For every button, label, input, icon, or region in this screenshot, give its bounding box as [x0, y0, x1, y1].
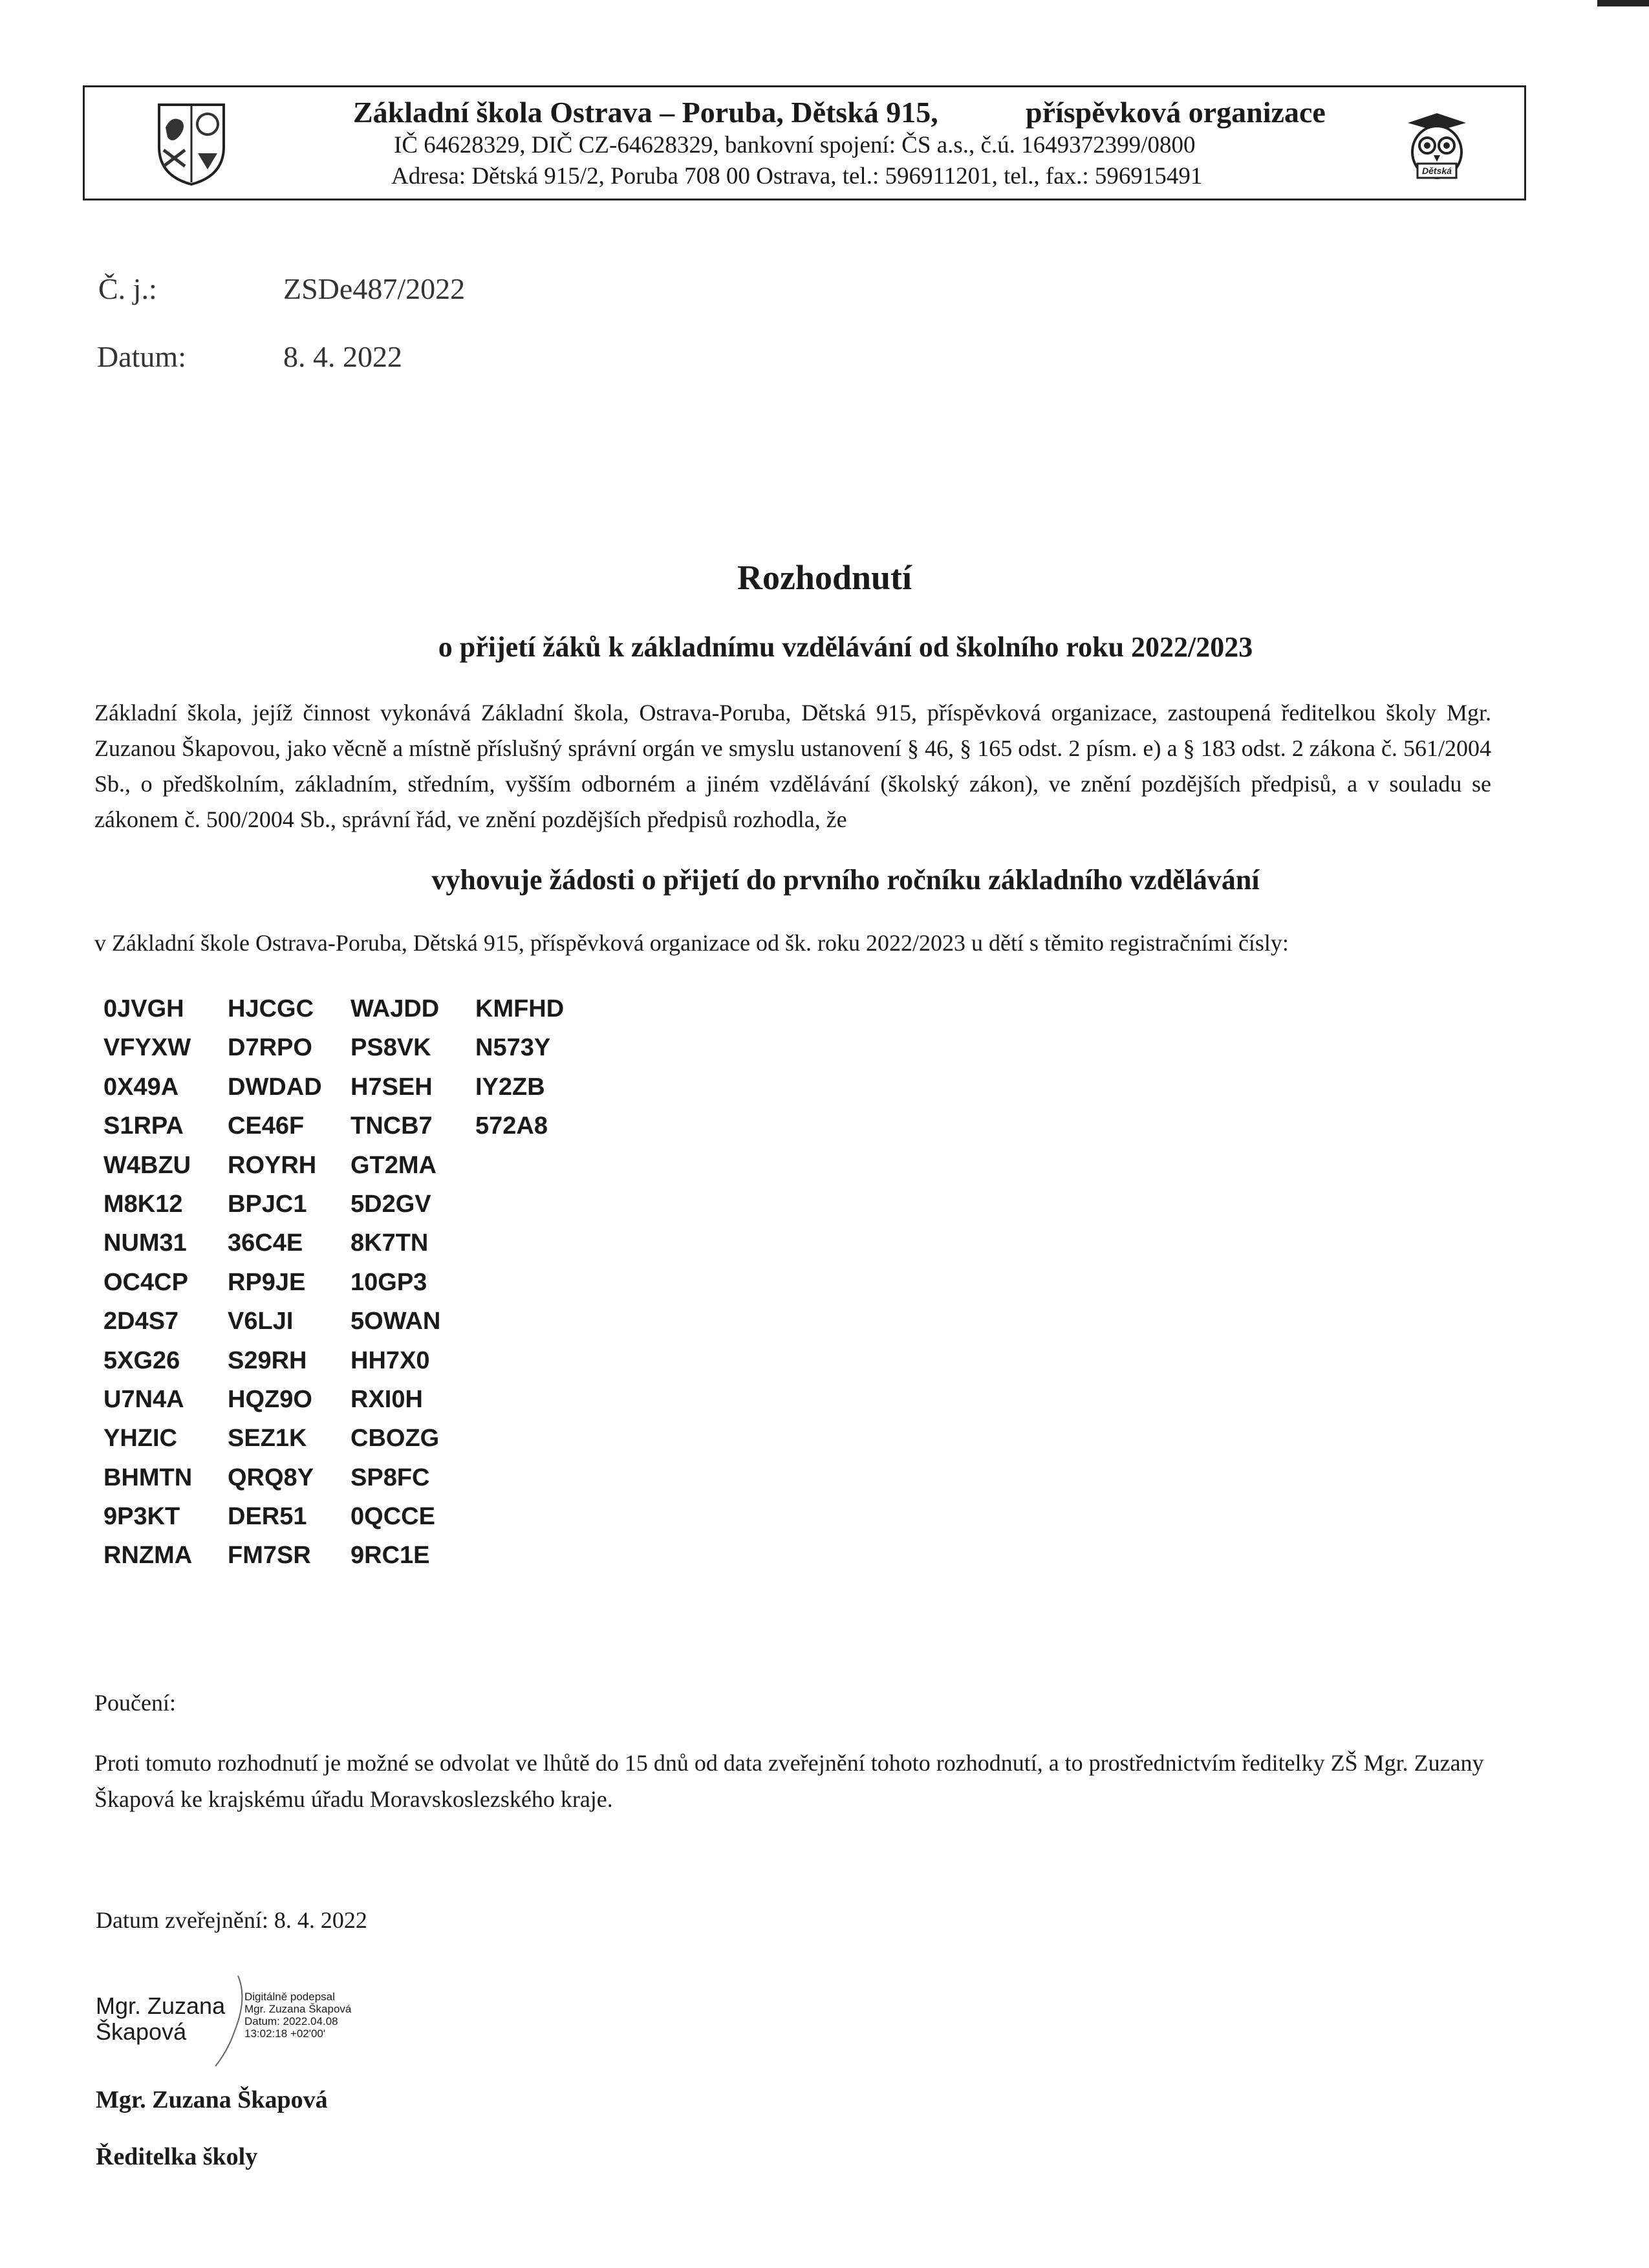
registration-code: VFYXW [103, 1034, 191, 1062]
school-line: v Základní škole Ostrava-Poruba, Dětská 915, příspěvková organizace od šk. roku 2022/2023 u dětí s těmito registračními čísly: [94, 930, 1289, 956]
registration-code: S1RPA [103, 1112, 184, 1140]
signature-detail-signer: Mgr. Zuzana Škapová [244, 2003, 352, 2015]
registration-code: PS8VK [350, 1034, 431, 1062]
codes-column-3 [350, 989, 440, 1575]
registration-code: GT2MA [350, 1151, 436, 1179]
logo-text: Dětská [1422, 166, 1452, 176]
registration-code: HJCGC [228, 995, 314, 1022]
registration-code: 9P3KT [103, 1503, 180, 1531]
signature-name [96, 1993, 225, 2045]
registration-code: 9RC1E [350, 1542, 430, 1570]
registration-code: DER51 [228, 1503, 307, 1531]
registration-code: YHZIC [103, 1425, 177, 1453]
registration-code: QRQ8Y [228, 1463, 314, 1491]
registration-code: OC4CP [103, 1268, 188, 1296]
registration-code: FM7SR [228, 1542, 311, 1570]
registration-code: NUM31 [103, 1229, 187, 1257]
letterhead [83, 85, 1526, 200]
registration-code: 0QCCE [350, 1503, 435, 1531]
registration-code: W4BZU [103, 1151, 191, 1179]
registration-code: ROYRH [228, 1151, 317, 1179]
signature-name-line2: Škapová [96, 2018, 187, 2045]
registration-code: BHMTN [103, 1463, 193, 1491]
registration-code: 5XG26 [103, 1346, 180, 1374]
registration-code: 5OWAN [350, 1308, 441, 1335]
registration-code: 2D4S7 [103, 1308, 179, 1335]
registration-code: RXI0H [350, 1385, 423, 1413]
registration-code: CE46F [228, 1112, 305, 1140]
school-ids: IČ 64628329, DIČ CZ-64628329, bankovní spojení: ČS a.s., č.ú. 1649372399/0800 [394, 132, 1196, 158]
registration-code: HH7X0 [350, 1346, 430, 1374]
document-title: Rozhodnutí [737, 558, 912, 597]
registration-code: D7RPO [228, 1034, 312, 1062]
signature-name-line1: Mgr. Zuzana [96, 1993, 226, 2019]
registration-code: WAJDD [350, 995, 440, 1022]
appeal-instruction: Proti tomuto rozhodnutí je možné se odvolat ve lhůtě do 15 dnů od data zveřejnění tohoto rozhodnutí, a to prostřednictvím ředitelky ZŠ Mgr. Zuzany Škapová ke krajskému úřadu Moravskoslezského kraje. [94, 1750, 1484, 1812]
organization-type: příspěvková organizace [1026, 96, 1326, 129]
registration-code: KMFHD [475, 995, 565, 1022]
school-address: Adresa: Dětská 915/2, Poruba 708 00 Ostrava, tel.: 596911201, tel., fax.: 596915491 [391, 163, 1203, 189]
instruction-label: Poučení: [94, 1690, 176, 1716]
document-subtitle: o přijetí žáků k základnímu vzdělávání od školního roku 2022/2023 [438, 631, 1253, 663]
registration-code: SP8FC [350, 1463, 430, 1491]
registration-code: TNCB7 [350, 1112, 433, 1140]
reference-number-value: ZSDe487/2022 [283, 272, 466, 305]
ostrava-crest-icon [156, 102, 227, 186]
registration-code: M8K12 [103, 1190, 183, 1218]
reference-number-label: Č. j.: [98, 272, 157, 305]
signer-name: Mgr. Zuzana Škapová [96, 2086, 328, 2113]
registration-code: 0X49A [103, 1073, 179, 1101]
signature-detail-time: 13:02:18 +02'00' [244, 2027, 326, 2040]
registration-code: S29RH [228, 1346, 307, 1374]
publication-date: Datum zveřejnění: 8. 4. 2022 [96, 1907, 367, 1933]
registration-code: BPJC1 [228, 1190, 307, 1218]
registration-code: CBOZG [350, 1425, 440, 1453]
registration-code: 0JVGH [103, 995, 184, 1022]
owl-logo-icon [1395, 107, 1479, 191]
codes-column-2 [228, 989, 322, 1575]
decision-paragraph: Základní škola, jejíž činnost vykonává Základní škola, Ostrava-Poruba, Dětská 915, příspěvková organizace, zastoupená ředitelkou školy Mgr. Zuzanou Škapovou, jako věcně a místně příslušný správní orgán ve smyslu ustanovení § 46, § 165 odst. 2 písm. e) a § 183 odst. 2 zákona č. 561/2004 Sb., o předškolním, základním, středním, vyšším odborném a jiném vzdělávání (školský zákon), ve znění pozdějších předpisů, a v souladu se zákonem č. 500/2004 Sb., správní řád, ve znění pozdějších předpisů rozhodla, že [94, 700, 1491, 832]
codes-column-4 [475, 989, 564, 1146]
registration-code: 572A8 [475, 1112, 548, 1140]
digital-signature [96, 1972, 393, 2050]
registration-code: RNZMA [103, 1542, 193, 1570]
registration-code: 36C4E [228, 1229, 303, 1257]
codes-column-1 [103, 989, 192, 1575]
date-label: Datum: [97, 340, 186, 373]
registration-code: N573Y [475, 1034, 551, 1062]
registration-code: SEZ1K [228, 1425, 307, 1453]
signer-role: Ředitelka školy [96, 2143, 258, 2170]
signature-detail-date: Datum: 2022.04.08 [244, 2015, 338, 2027]
scan-edge-mark [1597, 0, 1649, 6]
school-name: Základní škola Ostrava – Poruba, Dětská 915, [353, 96, 938, 129]
grant-statement: vyhovuje žádosti o přijetí do prvního ročníku základního vzdělávání [431, 864, 1260, 896]
registration-code: IY2ZB [475, 1073, 545, 1101]
registration-code: 10GP3 [350, 1268, 427, 1296]
registration-code: 8K7TN [350, 1229, 429, 1257]
registration-code: DWDAD [228, 1073, 322, 1101]
registration-code: V6LJI [228, 1308, 294, 1335]
date-value: 8. 4. 2022 [283, 340, 402, 373]
registration-code: U7N4A [103, 1385, 184, 1413]
registration-code: H7SEH [350, 1073, 433, 1101]
registration-code: HQZ9O [228, 1385, 312, 1413]
signature-detail-signed: Digitálně podepsal [244, 1991, 335, 2003]
signature-details [244, 1991, 351, 2040]
registration-code: RP9JE [228, 1268, 306, 1296]
registration-code: 5D2GV [350, 1190, 431, 1218]
